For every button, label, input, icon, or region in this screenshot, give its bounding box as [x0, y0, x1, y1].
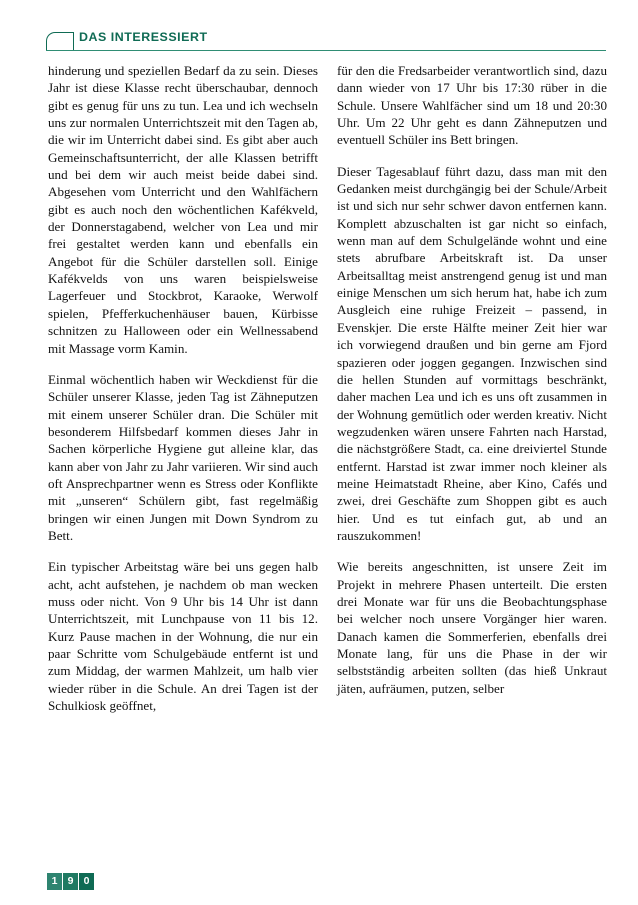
paragraph: für den die Fredsarbeider verantwortlich sind, dazu dann wieder von 17 Uhr bis 17:30 rüber in die Schule. Unsere Wahlfächer sind um 18 und 20:30 Uhr. Um 22 Uhr geht es dann Zähneputzen und eventuell Schüler ins Bett bringen.	[337, 63, 607, 148]
column-right	[337, 62, 607, 852]
rounded-corner-bracket-icon	[46, 32, 74, 50]
running-head	[46, 30, 606, 56]
paragraph: hinderung und speziellen Bedarf da zu sein. Dieses Jahr ist diese Klasse recht überschaubar, dennoch gibt es genug für uns zu tun. Lea und ich wechseln uns zur normalen Unterrichtszeit mit den Tagen ab, die wir im Unterricht dabei sind. Es gibt aber auch Gemeinschaftsunterricht, der alle Klassen betrifft und bei dem wir auch meist beide dabei sind. Abgesehen vom Unterricht und den Wahlfächern gibt es auch noch den wöchentlichen Kafékveld, der Donnerstagabend, welcher von Lea und mir frei gestaltet werden kann und ebenfalls ein Angebot für die Schüler darstellen soll. Einige Kafékvelds von uns waren beispielsweise Lagerfeuer und Stockbrot, Karaoke, Werwolf spielen, Pfefferkuchenhäuser bauen, Kürbisse schnitzen zu Halloween oder ein Wellnessabend mit Massage vorm Kamin.	[48, 63, 318, 356]
column-left	[48, 62, 318, 852]
page-title: DAS INTERESSIERT	[79, 30, 208, 44]
paragraph: Ein typischer Arbeitstag wäre bei uns gegen halb acht, acht aufstehen, je nachdem ob man wecken muss oder nicht. Von 9 Uhr bis 14 Uhr ist dann Unterrichtszeit, mit Lunchpause von 11 bis 12. Kurz Pause machen in der Wohnung, die nur ein paar Schritte vom Schulgebäude entfernt ist und zum Middag, der warmen Mahlzeit, um halb vier wieder rüber in die Schule. An drei Tagen ist der Schulkiosk geöffnet,	[48, 559, 318, 714]
article-body	[48, 62, 607, 852]
page-number-digit: 9	[63, 873, 78, 890]
page-number-digit: 0	[79, 873, 94, 890]
paragraph: Dieser Tagesablauf führt dazu, dass man mit den Gedanken meist durchgängig bei der Schule/Arbeit ist und sich nur sehr schwer davon entfernen kann. Komplett abzuschalten ist gar nicht so einfach, wenn man auf dem Schulgelände wohnt und eine stets abrufbare Arbeitskraft ist. Da unser Arbeitsalltag meist anstrengend genug ist und man einige Menschen um sich herum hat, habe ich zum Ausgleich eine ruhige Freizeit – passend, in Evenskjer. Die erste Hälfte meiner Zeit hier war ich vorwiegend draußen und bin gerne am Fjord spazieren oder joggen gegangen. Inzwischen sind die hellen Stunden auf vormittags beschränkt, daher machen Lea und ich es uns oft zusammen in der Wohnung gemütlich oder werden kreativ. Nicht wegzudenken wären unsere Fahrten nach Harstad, die nächstgrößere Stadt, ca. eine dreiviertel Stunde entfernt. Harstad ist zwar immer noch kleiner als meine Heimatstadt Rheine, aber Kino, Cafés und zwei, drei Geschäfte zum Shoppen gibt es auch hier. Und es tut einfach gut, ab und an rauszukommen!	[337, 163, 607, 543]
paragraph: Einmal wöchentlich haben wir Weckdienst für die Schüler unserer Klasse, jeden Tag ist Zähneputzen mit einem unserer Schüler dran. Die Schüler mit besonderem Hilfsbedarf kommen dieses Jahr in Sachen körperliche Hygiene gut alleine klar, das kann aber von Jahr zu Jahr variieren. Wir sind auch oft Ansprechpartner wenn es Stress oder Konflikte mit „unseren“ Schülern gibt, fast regelmäßig bringen wir einen Jungen mit Down Syndrom zu Bett.	[48, 371, 318, 543]
header-divider	[46, 50, 606, 51]
page-number	[47, 873, 94, 890]
paragraph: Wie bereits angeschnitten, ist unsere Zeit im Projekt in mehrere Phasen unterteilt. Die ersten drei Monate war für uns die Beobachtungsphase bei welcher noch unsere Vorgänger hier waren. Danach kamen die Sommerferien, ebenfalls drei Monate lang, für uns die Phase in der wir selbstständig arbeiten sollten (das hieß Unkraut jäten, aufräumen, putzen, selber	[337, 559, 607, 696]
page-number-digit: 1	[47, 873, 62, 890]
